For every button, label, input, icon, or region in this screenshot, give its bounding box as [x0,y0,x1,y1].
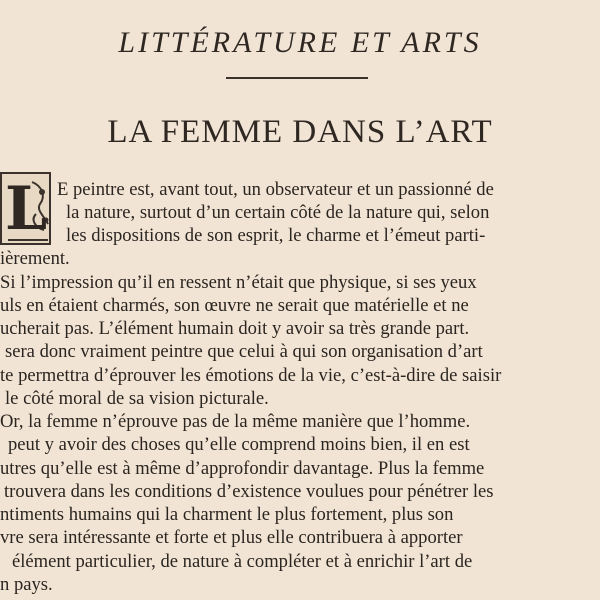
body-line-12: peut y avoir des choses qu’elle comprend moins bien, il en est [8,434,470,455]
body-line-13: utres qu’elle est à même d’approfondir davantage. Plus la femme [0,458,485,479]
body-line-4: ièrement. [0,248,70,269]
body-line-3: les dispositions de son esprit, le charme et l’émeut parti- [66,225,486,246]
title-divider [226,77,368,79]
section-title: LITTÉRATURE ET ARTS [118,26,482,59]
body-line-11: Or, la femme n’éprouve pas de la même manière que l’homme. [0,411,471,432]
body-line-18: n pays. [0,574,53,595]
body-line-5: Si l’impression qu’il en ressent n’était que physique, si ses yeux [0,272,477,293]
body-line-2: la nature, surtout d’un certain côté de la nature qui, selon [66,202,490,223]
body-line-6: uls en étaient charmés, son œuvre ne serait que matérielle et ne [0,295,469,316]
body-line-15: ntiments humains qui la charment le plus fortement, plus son [0,504,454,525]
body-line-16: vre sera intéressante et forte et plus elle contribuera à apporter [0,527,463,548]
body-line-1-text: E peintre est, avant tout, un observateur et un passionné de [57,179,494,200]
body-line-1 [57,178,494,201]
dropcap-letter: L [5,174,48,244]
ornamental-dropcap [0,172,51,245]
article-title: LA FEMME DANS L’ART [107,114,493,150]
body-line-14: trouvera dans les conditions d’existence voulues pour pénétrer les [4,481,494,502]
body-line-7: ucherait pas. L’élément humain doit y avoir sa très grande part. [0,318,470,339]
body-line-17: élément particulier, de nature à compléter et à enrichir l’art de [12,551,473,572]
body-line-8: sera donc vraiment peintre que celui à qui son organisation d’art [5,341,483,362]
body-line-10: le côté moral de sa vision picturale. [5,388,269,409]
body-line-9: te permettra d’éprouver les émotions de la vie, c’est-à-dire de saisir [0,365,502,386]
